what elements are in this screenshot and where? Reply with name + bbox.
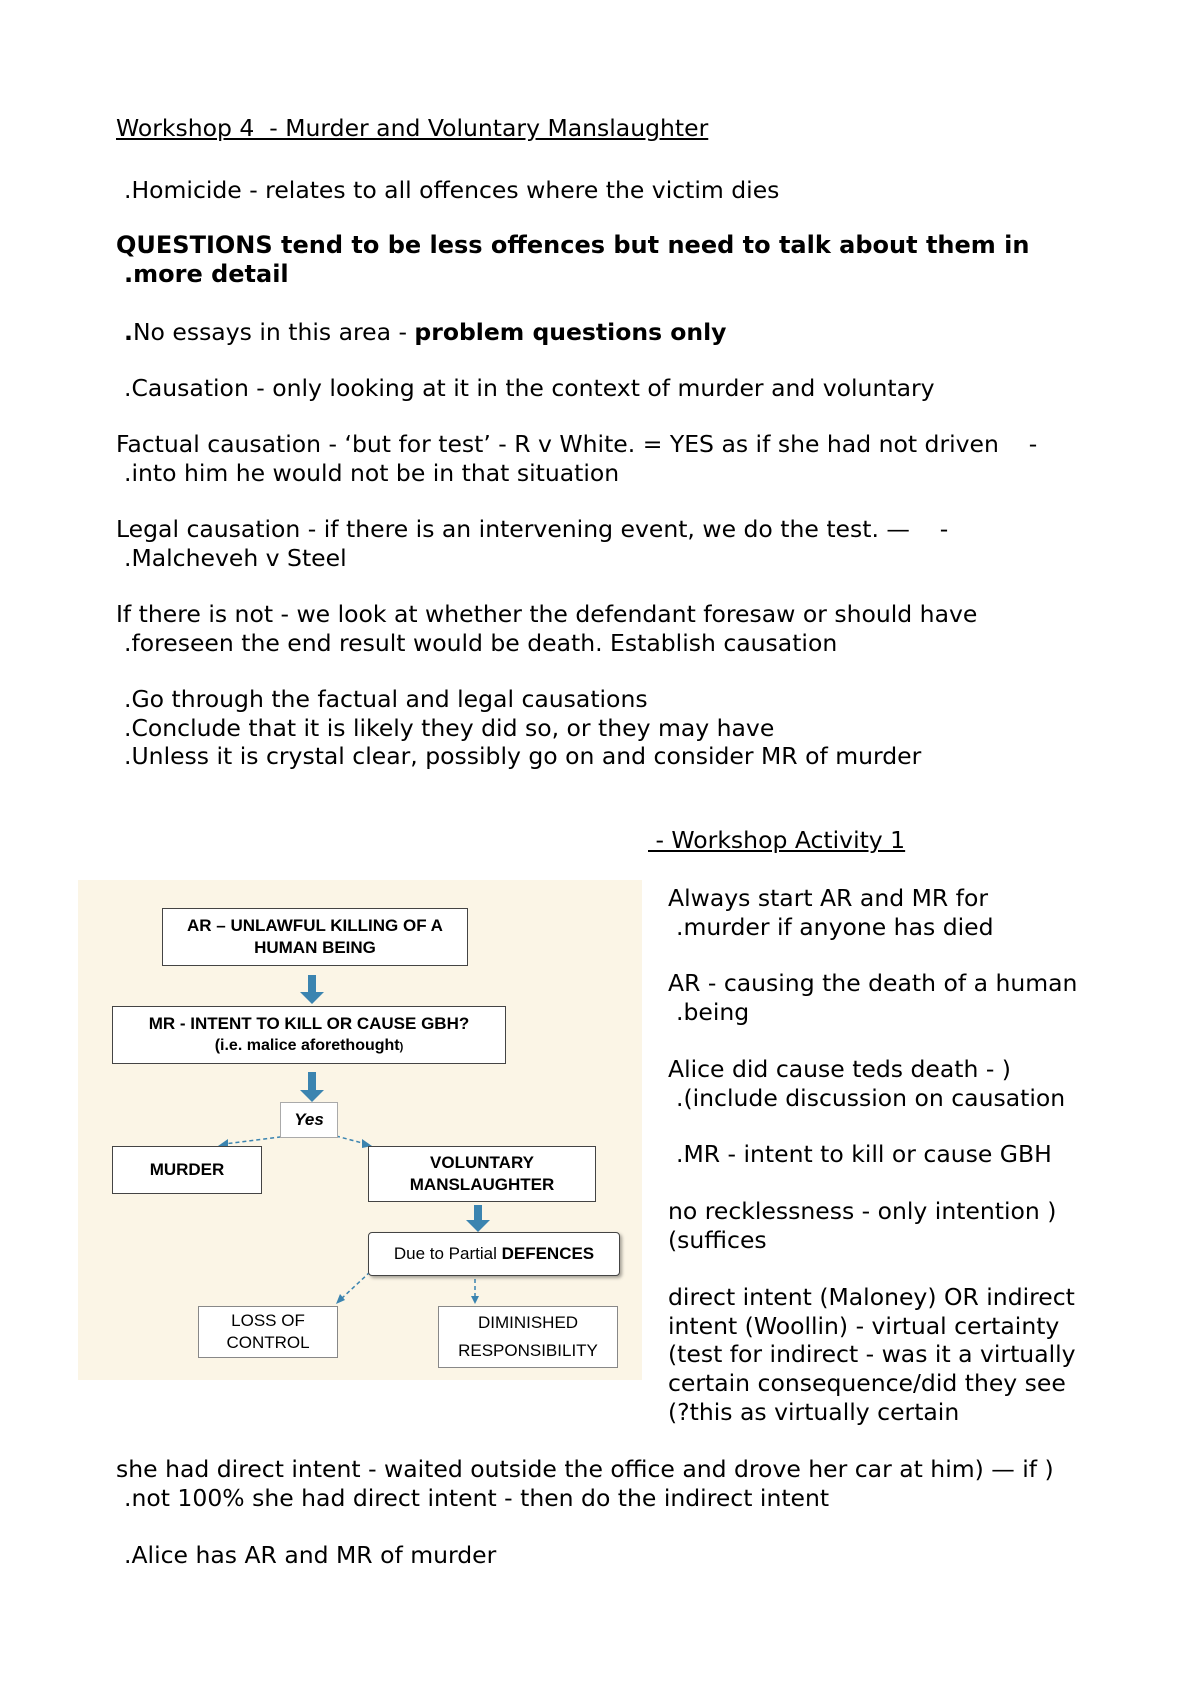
connector-yes-to-vm — [336, 1136, 366, 1144]
right-line-8: no recklessness - only intention ) — [668, 1197, 1057, 1225]
loss-of-control-box — [198, 1306, 338, 1358]
right-line-1: Always start AR and MR for — [668, 884, 988, 912]
questions-line-2: .more detail — [124, 260, 289, 288]
right-line-10: direct intent (Maloney) OR indirect — [668, 1283, 1075, 1311]
right-line-14: (?this as virtually certain — [668, 1398, 960, 1426]
loc-line-1: LOSS OF — [231, 1311, 305, 1330]
partial-defences-box — [368, 1232, 620, 1276]
homicide-line: .Homicide - relates to all offences where the victim dies — [124, 176, 780, 204]
yes-label: Yes — [294, 1110, 324, 1129]
right-line-2: .murder if anyone has died — [676, 913, 994, 941]
right-line-9: (suffices — [668, 1226, 767, 1254]
legal-line-1: Legal causation - if there is an intervening event, we do the test. — - — [116, 515, 949, 543]
flowchart — [78, 880, 642, 1380]
right-line-12: (test for indirect - was it a virtually — [668, 1340, 1076, 1368]
diminished-responsibility-box — [438, 1306, 618, 1368]
essays-line — [124, 318, 727, 347]
vm-line-2: MANSLAUGHTER — [409, 1175, 555, 1194]
arrow-mr-to-yes — [300, 1072, 324, 1102]
activity-title: - Workshop Activity 1 — [648, 826, 906, 854]
bottom-line-3: .Alice has AR and MR of murder — [124, 1541, 497, 1569]
connector-defences-to-loc — [340, 1272, 370, 1300]
mr-box — [112, 1006, 506, 1064]
arrow-ar-to-mr — [300, 975, 324, 1004]
ar-box-line-2: HUMAN BEING — [254, 938, 376, 957]
arrowhead-loc — [336, 1294, 345, 1304]
right-line-11: intent (Woollin) - virtual certainty — [668, 1312, 1060, 1340]
go-line-3: .Unless it is crystal clear, possibly go on and consider MR of murder — [124, 742, 922, 770]
go-line-2: .Conclude that it is likely they did so, or they may have — [124, 714, 775, 742]
factual-line-1: Factual causation - ‘but for test’ - R v White. = YES as if she had not driven - — [116, 430, 1038, 458]
bottom-line-2: .not 100% she had direct intent - then do the indirect intent — [124, 1484, 830, 1512]
go-line-1: .Go through the factual and legal causations — [124, 685, 648, 713]
ar-box — [162, 908, 468, 966]
essays-dot: . — [124, 318, 133, 346]
right-line-7: .MR - intent to kill or cause GBH — [676, 1140, 1052, 1168]
mr-box-line-1: MR - INTENT TO KILL OR CAUSE GBH? — [148, 1013, 470, 1033]
ifnot-line-2: .foreseen the end result would be death. Establish causation — [124, 629, 838, 657]
right-line-5: Alice did cause teds death - ) — [668, 1055, 1011, 1083]
yes-box — [280, 1102, 338, 1138]
right-line-3: AR - causing the death of a human — [668, 969, 1078, 997]
murder-box — [112, 1146, 262, 1194]
page-title: Workshop 4 - Murder and Voluntary Manslaughter — [116, 114, 709, 142]
ar-box-line-1: AR – UNLAWFUL KILLING OF A — [187, 916, 443, 935]
dr-line-1: DIMINISHED — [477, 1313, 579, 1332]
right-line-4: .being — [676, 998, 750, 1026]
mr-box-line-2: (i.e. malice aforethought) — [214, 1036, 404, 1054]
connector-yes-to-murder — [224, 1136, 288, 1144]
loc-line-2: CONTROL — [226, 1333, 310, 1352]
partial-defences-label: Due to Partial DEFENCES — [393, 1244, 595, 1263]
factual-line-2: .into him he would not be in that situation — [124, 459, 620, 487]
ifnot-line-1: If there is not - we look at whether the defendant foresaw or should have — [116, 600, 978, 628]
essays-bold: problem questions only — [414, 318, 727, 346]
vm-line-1: VOLUNTARY — [430, 1153, 534, 1172]
voluntary-manslaughter-box — [368, 1146, 596, 1202]
murder-label: MURDER — [149, 1160, 225, 1179]
right-line-6: .(include discussion on causation — [676, 1084, 1066, 1112]
right-line-13: certain consequence/did they see — [668, 1369, 1066, 1397]
essays-text: No essays in this area - — [132, 318, 415, 346]
causation-line: .Causation - only looking at it in the context of murder and voluntary — [124, 374, 935, 402]
arrow-vm-to-defences — [466, 1205, 490, 1232]
questions-line-1: QUESTIONS tend to be less offences but need to talk about them in — [116, 231, 1030, 259]
legal-line-2: .Malcheveh v Steel — [124, 544, 347, 572]
dr-line-2: RESPONSIBILITY — [458, 1341, 598, 1360]
arrowhead-dr — [471, 1296, 479, 1304]
bottom-line-1: she had direct intent - waited outside the office and drove her car at him) — if ) — [116, 1455, 1054, 1483]
